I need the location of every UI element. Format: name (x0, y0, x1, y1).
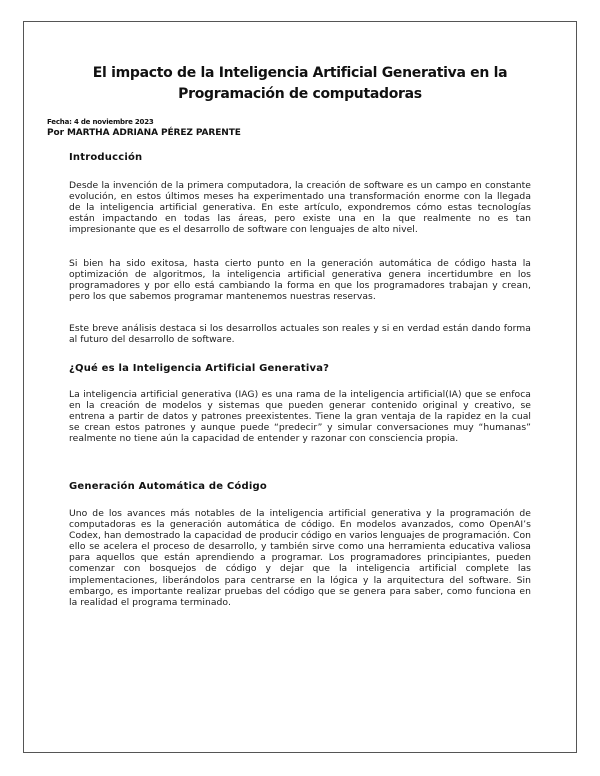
paragraph-intro-2: Si bien ha sido exitosa, hasta cierto punto en la generación automática de código hasta la optimización de algoritmos, la inteligencia artificial generativa genera incertidumbre en los programadores y por ello está cambiando la forma en que los programadores trabajan y crean, pero los que sabemos programar mantenemos nuestras reservas. (69, 258, 531, 303)
paragraph-intro-3: Este breve análisis destaca si los desarrollos actuales son reales y si en verdad están dando forma al futuro del desarrollo de software. (69, 323, 531, 346)
document-date: Fecha: 4 de noviembre 2023 (47, 118, 154, 126)
section-heading-introduccion: Introducción (69, 152, 143, 163)
section-heading-que-es-iag: ¿Qué es la Inteligencia Artificial Generativa? (69, 363, 330, 374)
paragraph-iag-1: La inteligencia artificial generativa (IAG) es una rama de la inteligencia artificial(IA) que se enfoca en la creación de modelos y sistemas que pueden generar contenido original y creativo, se entrena a partir de datos y patrones preexistentes. Tiene la gran ventaja de la rapidez en la cual se crean estos patrones y aunque puede “predecir” y simular conversaciones muy “humanas” realmente no tiene aún la capacidad de entender y razonar con consciencia propia. (69, 389, 531, 445)
document-title: El impacto de la Inteligencia Artificial Generativa en la Programación de computadoras (92, 65, 508, 102)
document-author: Por MARTHA ADRIANA PÉREZ PARENTE (47, 128, 241, 138)
paragraph-codigo-1: Uno de los avances más notables de la inteligencia artificial generativa y la programación de computadoras es la generación automática de código. En modelos avanzados, como OpenAI’s Codex, han demostrado la capacidad de producir código en varios lenguajes de programación. Con ello se acelera el proceso de desarrollo, y también sirve como una herramienta educativa valiosa para aquellos que están aprendiendo a programar. Los programadores principiantes, pueden comenzar con bosquejos de código y dejar que la inteligencia artificial complete las implementaciones, liberándolos para centrarse en la lógica y la arquitectura del software. Sin embargo, es importante realizar pruebas del código que se genera para saber, como funciona en la realidad el programa terminado. (69, 508, 531, 608)
paragraph-intro-1: Desde la invención de la primera computadora, la creación de software es un campo en constante evolución, en estos últimos meses ha experimentado una transformación enorme con la llegada de la inteligencia artificial generativa. En este artículo, expondremos cómo estas tecnologías están impactando en todas las áreas, pero existe una en la que realmente no es tan impresionante que es el desarrollo de software con lenguajes de alto nivel. (69, 180, 531, 236)
section-heading-generacion-codigo: Generación Automática de Código (69, 481, 267, 492)
